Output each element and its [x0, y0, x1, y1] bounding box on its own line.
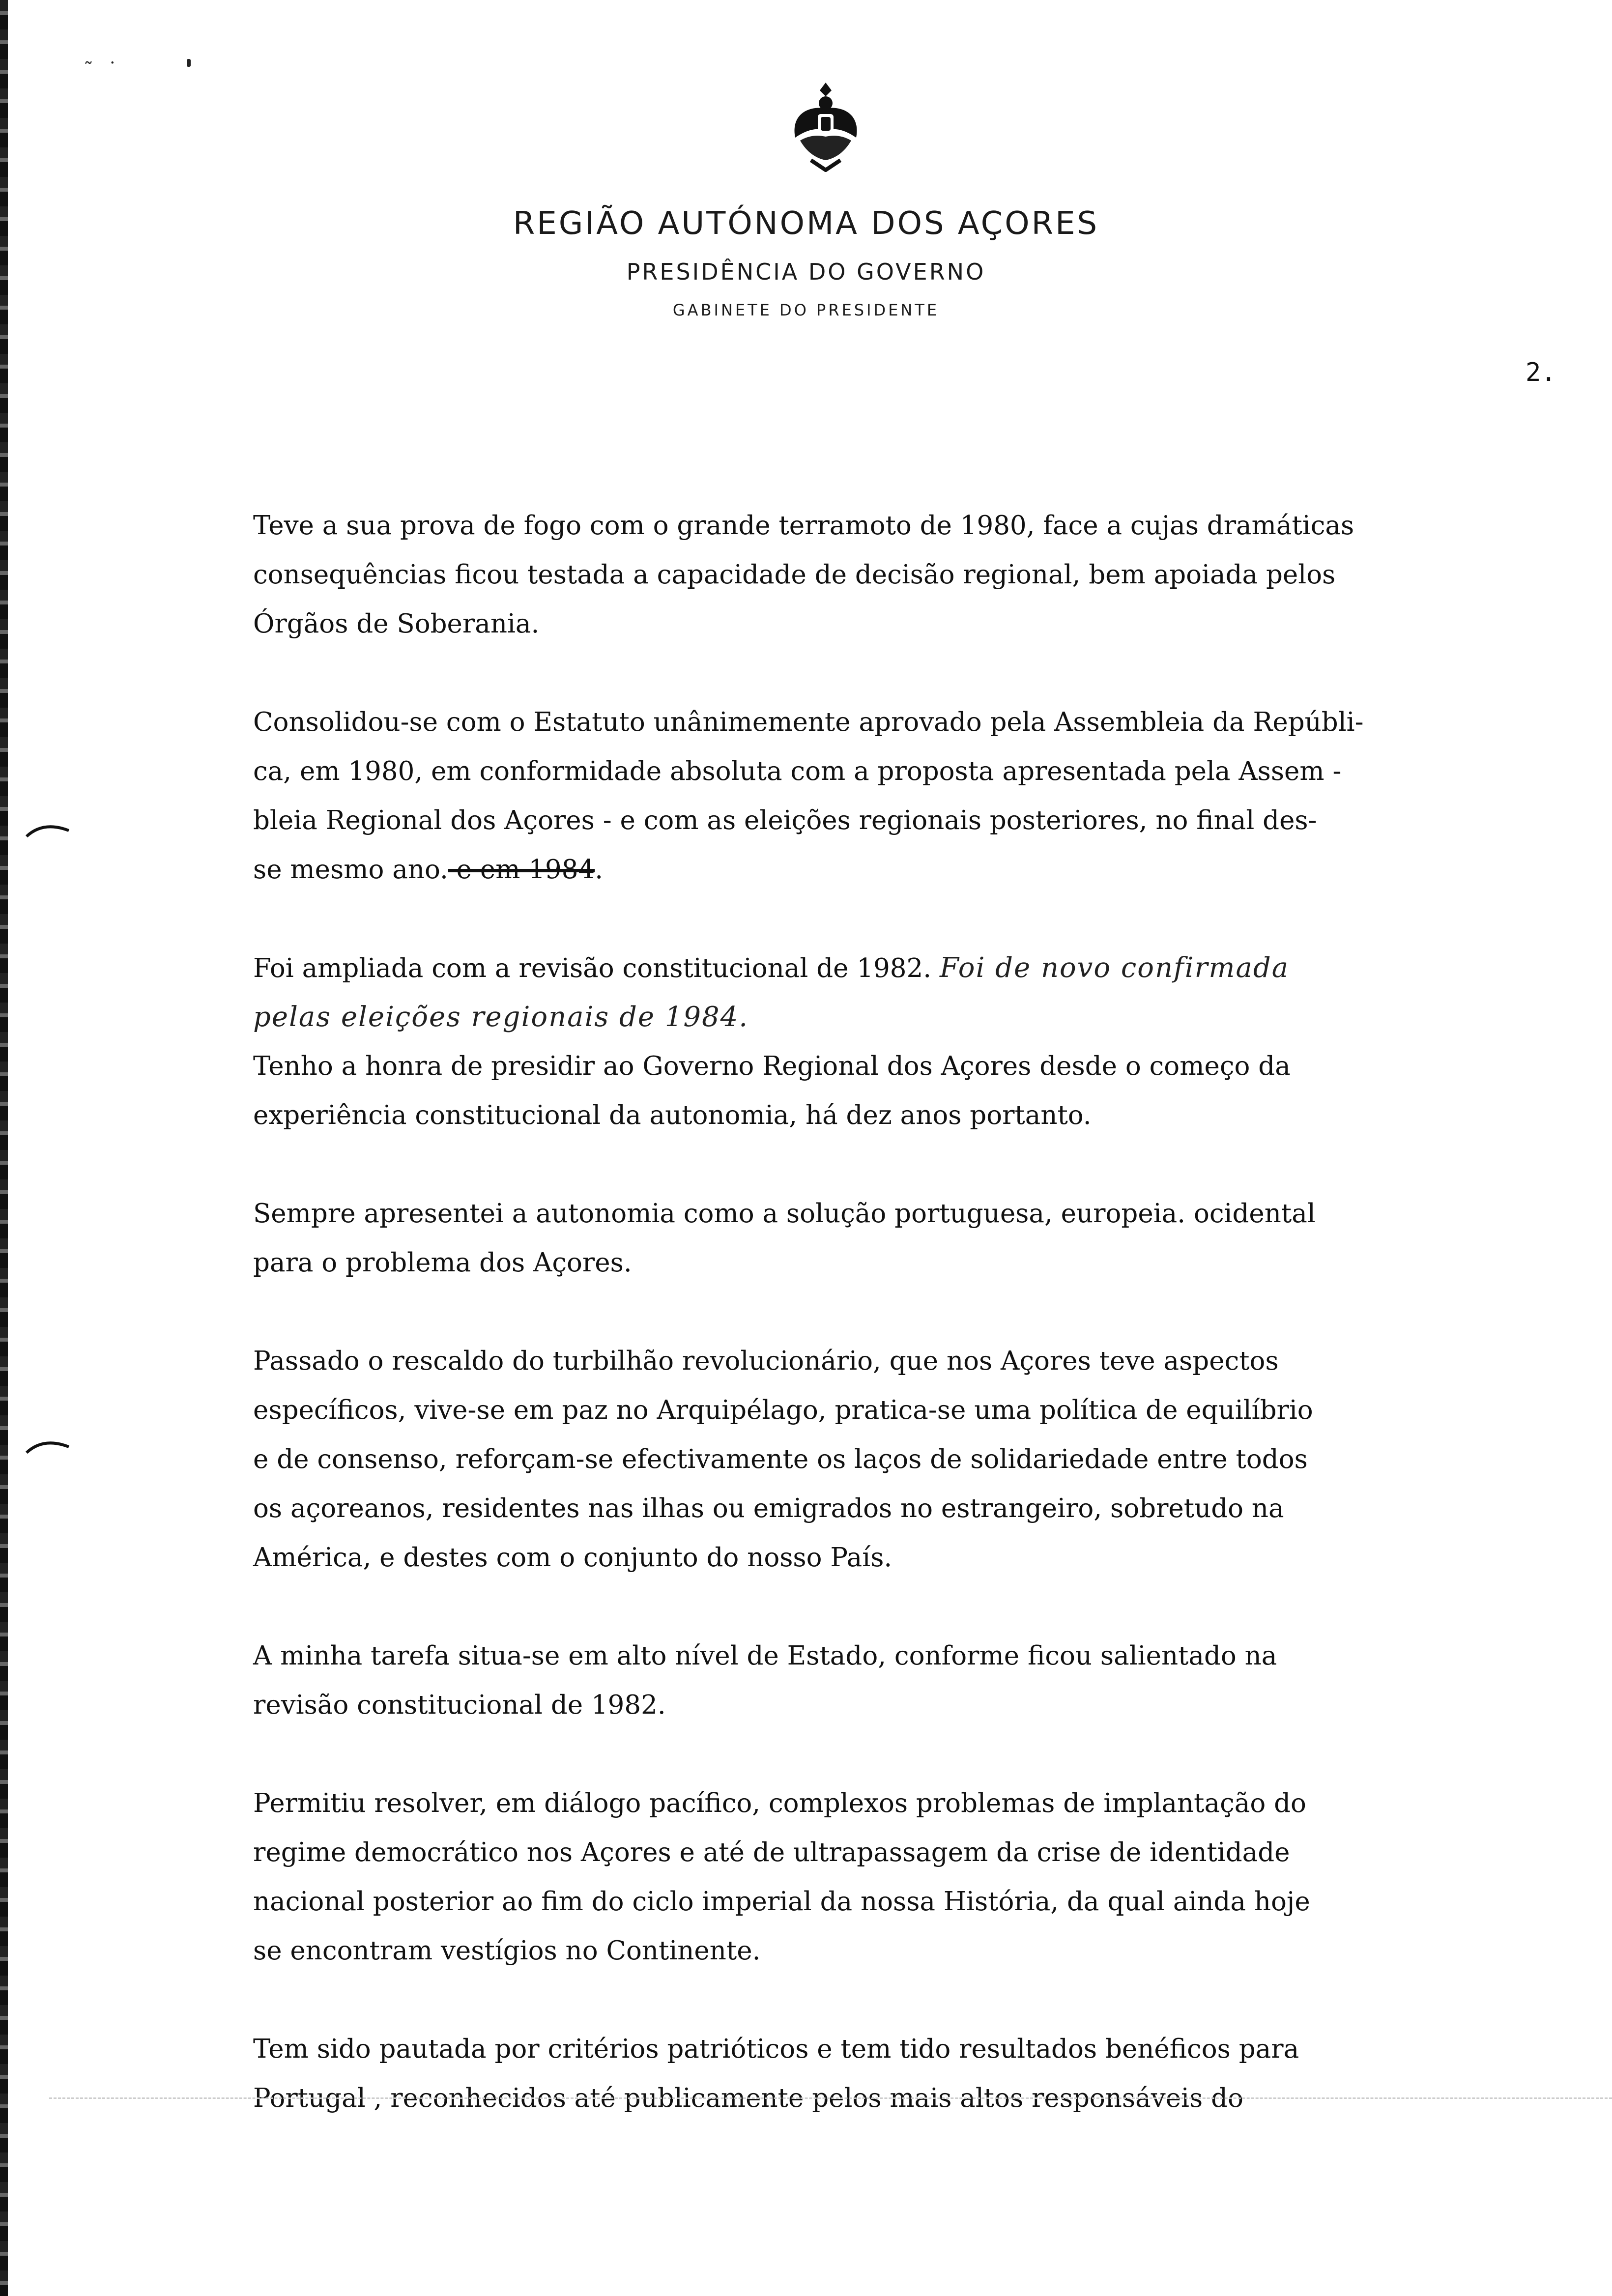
- letter-body: [253, 501, 1612, 2123]
- text-line: Órgãos de Soberania.: [253, 609, 540, 639]
- text-line: América, e destes com o conjunto do nosso País.: [253, 1543, 892, 1573]
- text-line: Consolidou-se com o Estatuto unânimemente aprovado pela Assembleia da Repúbli-: [253, 707, 1364, 737]
- text-line: nacional posterior ao fim do ciclo imperial da nossa História, da qual ainda hoje: [253, 1887, 1310, 1917]
- struck-through-text: e em 1984: [448, 855, 595, 885]
- text-line: Passado o rescaldo do turbilhão revolucionário, que nos Açores teve aspectos: [253, 1346, 1279, 1376]
- scan-dashed-line: [49, 2097, 1612, 2099]
- margin-tick-mark: [24, 1436, 71, 1456]
- text-line: regime democrático nos Açores e até de ultrapassagem da crise de identidade: [253, 1837, 1290, 1867]
- scan-binding-edge: [0, 0, 8, 2296]
- coat-of-arms-emblem: [786, 79, 865, 172]
- text-line: Tenho a honra de presidir ao Governo Regional dos Açores desde o começo da: [253, 1051, 1291, 1081]
- text-line: Tem sido pautada por critérios patrióticos e tem tido resultados benéficos para: [253, 2034, 1299, 2064]
- text-line: [253, 944, 1612, 993]
- text-line: revisão constitucional de 1982.: [253, 1690, 666, 1720]
- text-segment: .: [595, 855, 604, 885]
- page-number: 2.: [1526, 358, 1556, 387]
- scan-speck: [187, 59, 191, 67]
- text-line: específicos, vive-se em paz no Arquipélago, pratica-se uma política de equilíbrio: [253, 1395, 1313, 1425]
- text-line: Sempre apresentei a autonomia como a solução portuguesa, europeia. ocidental: [253, 1199, 1316, 1229]
- text-line: os açoreanos, residentes nas ilhas ou emigrados no estrangeiro, sobretudo na: [253, 1493, 1284, 1523]
- text-line: e de consenso, reforçam-se efectivamente os laços de solidariedade entre todos: [253, 1444, 1308, 1474]
- text-line: se encontram vestígios no Continente.: [253, 1936, 761, 1966]
- margin-tick-mark: [24, 820, 71, 839]
- scan-speck: ˜ ˙: [84, 59, 121, 82]
- presidency-title: PRESIDÊNCIA DO GOVERNO: [626, 258, 986, 285]
- text-line: para o problema dos Açores.: [253, 1248, 632, 1278]
- text-line: [253, 845, 1612, 894]
- text-line: bleia Regional dos Açores - e com as eleições regionais posteriores, no final des-: [253, 805, 1317, 835]
- text-line: Teve a sua prova de fogo com o grande terramoto de 1980, face a cujas dramáticas: [253, 511, 1354, 541]
- typed-text: Foi ampliada com a revisão constitucional de 1982.: [253, 953, 932, 983]
- handwritten-annotation: pelas eleições regionais de 1984.: [253, 1001, 749, 1033]
- text-line: consequências ficou testada a capacidade de decisão regional, bem apoiada pelos: [253, 560, 1336, 590]
- text-segment: se mesmo ano.: [253, 855, 448, 885]
- region-title: REGIÃO AUTÓNOMA DOS AÇORES: [513, 205, 1099, 242]
- text-line: experiência constitucional da autonomia, há dez anos portanto.: [253, 1100, 1092, 1130]
- text-line: Portugal , reconhecidos até publicamente pelos mais altos responsáveis do: [253, 2083, 1243, 2113]
- text-line: ca, em 1980, em conformidade absoluta com a proposta apresentada pela Assem -: [253, 756, 1342, 786]
- cabinet-title: GABINETE DO PRESIDENTE: [672, 301, 940, 319]
- text-line: Permitiu resolver, em diálogo pacífico, complexos problemas de implantação do: [253, 1788, 1306, 1818]
- text-line: A minha tarefa situa-se em alto nível de Estado, conforme ficou salientado na: [253, 1641, 1277, 1671]
- handwritten-annotation: Foi de novo confirmada: [939, 952, 1290, 984]
